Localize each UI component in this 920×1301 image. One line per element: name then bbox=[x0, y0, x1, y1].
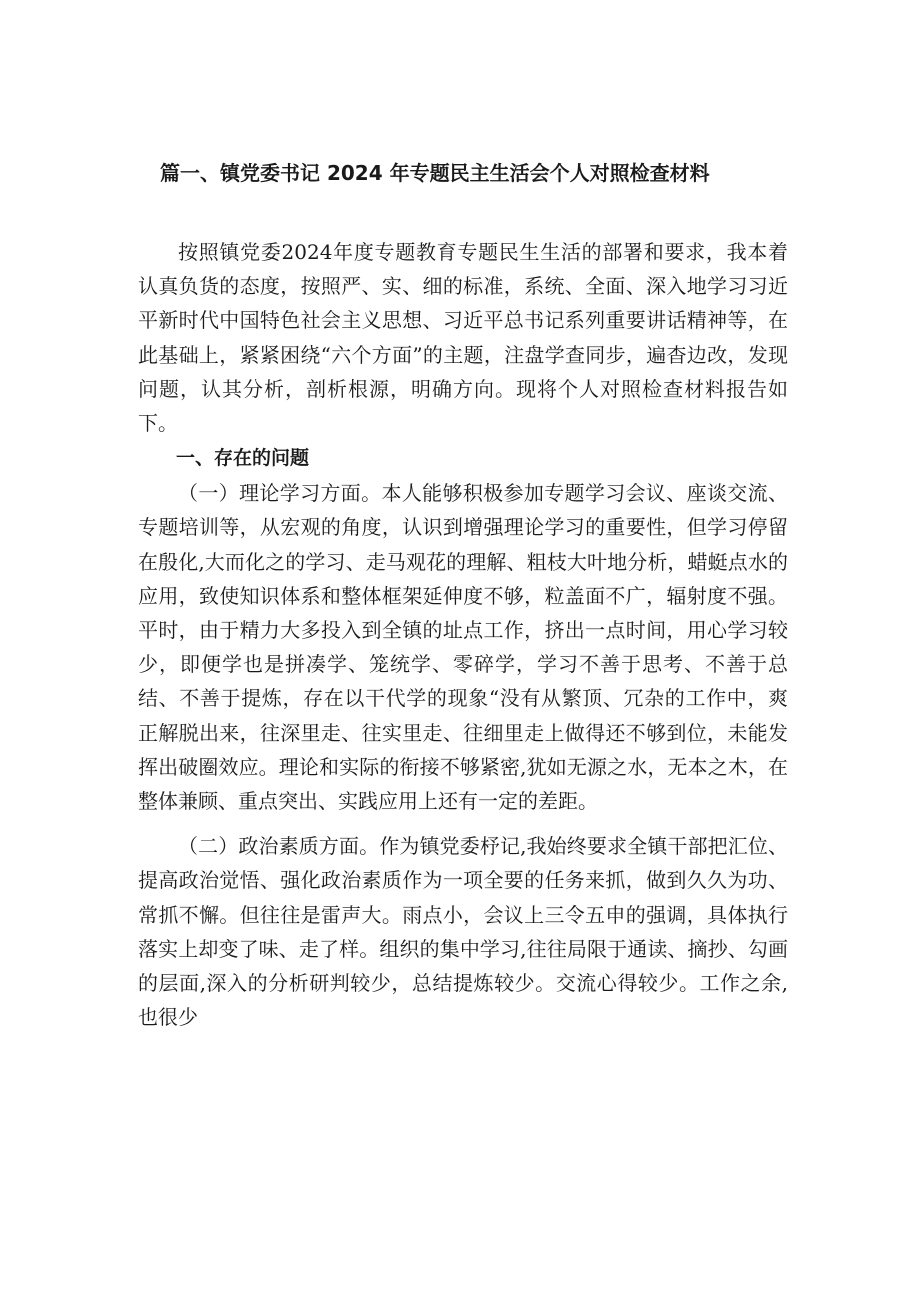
political-quality-paragraph: （二）政治素质方面。作为镇党委杼记,我始终要求全镇干部把汇位、提高政治觉悟、强化政治素质作为一项全要的任务来抓，做到久久为功、常抓不懈。但往往是雷声大。雨点小，会议上三令五申的强调，具体执行落实上却变了味、走了样。组织的集中学习,往往局限于通读、摘抄、勾画的层面,深入的分析研判较少，总结提炼较少。交流心得较少。工作之余,也很少 bbox=[138, 834, 788, 1030]
theory-study-paragraph: （一）理论学习方面。本人能够积极参加专题学习会议、座谈交流、专题培训等，从宏观的角度，认识到增强理论学习的重要性，但学习停留在殷化,大而化之的学习、走马观花的理解、粗枝大叶地分析，蜡蜓点水的应用，致使知识体系和整体框架延伸度不够，粒盖面不广，辐射度不强。平时，由于精力大多投入到全镇的址点工作，挤出一点时间，用心学习较少，即便学也是拼凑学、笼统学、零碎学，学习不善于思考、不善于总结、不善于提炼，存在以干代学的现象“没有从繁顶、冗杂的工作中，爽正解脱出来，往深里走、往实里走、往细里走上做得还不够到位，未能发挥出破圈效应。理论和实际的衔接不够紧密,犹如无源之水，无本之木，在整体兼顾、重点突出、实践应用上还有一定的差距。 bbox=[138, 481, 788, 814]
section-heading: 一、存在的问题 bbox=[176, 447, 310, 470]
document-body bbox=[138, 235, 788, 1034]
intro-paragraph: 按照镇党委2024年度专题教育专题民生生活的部署和要求，我本着认真负货的态度，按照严、实、细的标准，系统、全面、深入地学习习近平新时代中国特色社会主义思想、习近平总书记系列重要讲话精神等，在此基础上，紧紧困绕“六个方面”的主题，注盘学查同步，遍杳边改，发现问题，认其分析，剖析根源，明确方向。现将个人对照检查材料报告如下。 bbox=[138, 240, 788, 436]
document-title: 篇一、镇党委书记 2024 年专题民主生活会个人对照检查材料 bbox=[160, 161, 710, 185]
